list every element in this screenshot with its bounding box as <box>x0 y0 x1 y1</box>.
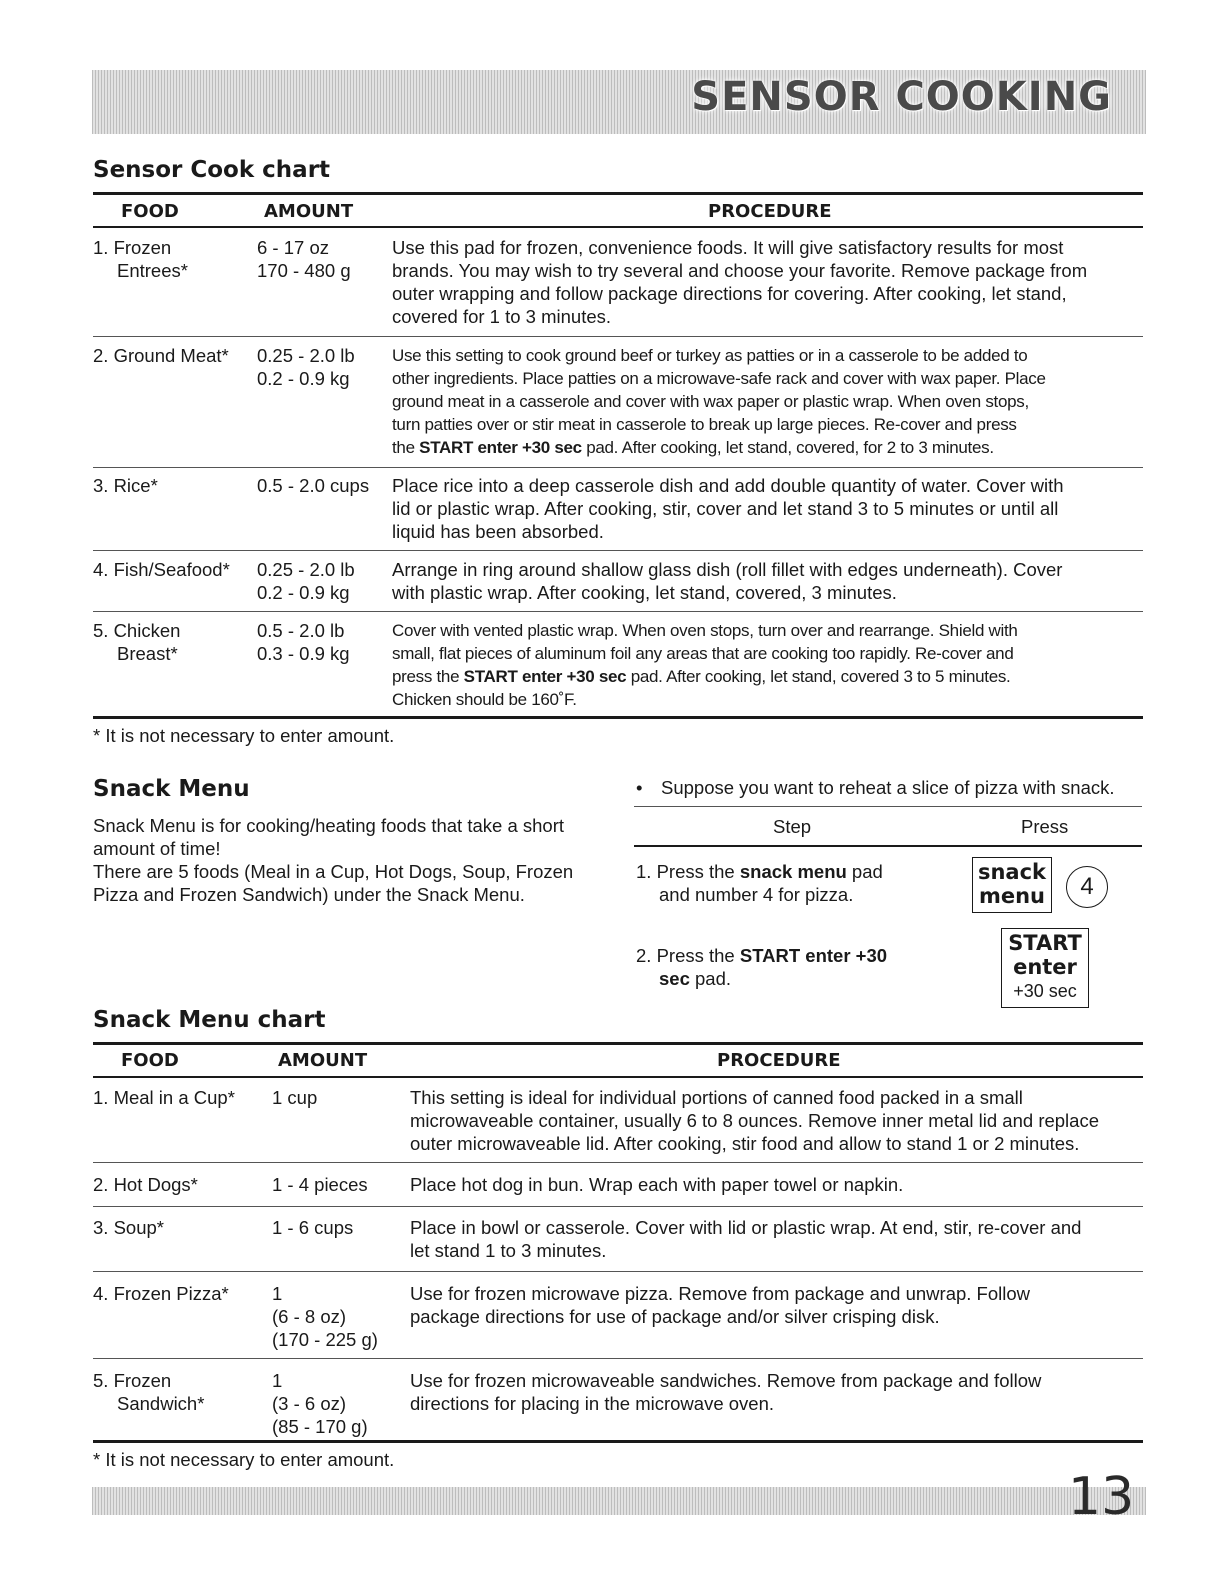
sensor-row-divider <box>93 336 1143 337</box>
snack-row-1-food: 1. Meal in a Cup* <box>93 1087 235 1108</box>
example-col-step: Step <box>773 816 812 837</box>
snack-bottom-rule <box>93 1440 1143 1443</box>
snack-row-3-amount: 1 - 6 cups <box>272 1217 354 1238</box>
snack-row-1-procedure: This setting is ideal for individual portions of canned food packed in a small microwaveable container, usually 6 to 8 ounces. Remove inner metal lid and replace outer microwaveable lid. After cooking, stir food and allow to stand 1 or 2 minutes. <box>410 1087 1099 1154</box>
snack-row-5-food: 5. Frozen Sandwich* <box>93 1370 205 1414</box>
snack-row-divider <box>93 1271 1143 1272</box>
snack-row-divider <box>93 1162 1143 1163</box>
title-band <box>92 70 1146 134</box>
snack-col-procedure: PROCEDURE <box>717 1050 841 1071</box>
snack-menu-key[interactable]: snack menu <box>972 857 1052 913</box>
snack-col-food: FOOD <box>121 1050 179 1071</box>
snack-chart-heading: Snack Menu chart <box>93 1007 326 1033</box>
example-bullet: • <box>636 777 643 798</box>
sensor-row-divider <box>93 611 1143 612</box>
sensor-header-rule <box>93 226 1143 228</box>
sensor-row-2-food: 2. Ground Meat* <box>93 345 229 366</box>
snack-row-3-procedure: Place in bowl or casserole. Cover with lid or plastic wrap. At end, stir, re-cover and let stand 1 to 3 minutes. <box>410 1217 1082 1261</box>
sensor-row-1-procedure: Use this pad for frozen, convenience foods. It will give satisfactory results for most brands. You may wish to try several and choose your favorite. Remove package from outer wrapping and follow package directions for covering. After cooking, let stand, covered for 1 to 3 minutes. <box>392 237 1088 327</box>
sensor-row-3-amount: 0.5 - 2.0 cups <box>257 475 370 496</box>
sensor-row-divider <box>93 467 1143 468</box>
sensor-row-divider <box>93 550 1143 551</box>
sensor-row-2-amount: 0.25 - 2.0 lb 0.2 - 0.9 kg <box>257 345 355 389</box>
footer-band <box>92 1487 1146 1515</box>
snack-col-amount: AMOUNT <box>278 1050 368 1071</box>
snack-row-divider <box>93 1358 1143 1359</box>
sensor-row-5-food: 5. Chicken Breast* <box>93 620 181 664</box>
sensor-row-3-procedure: Place rice into a deep casserole dish and add double quantity of water. Cover with lid or plastic wrap. After cooking, stir, cover and let stand 3 to 5 minutes or until all liquid has been absorbed. <box>392 475 1064 542</box>
sensor-col-amount: AMOUNT <box>264 201 354 222</box>
sensor-row-5-procedure: Cover with vented plastic wrap. When oven stops, turn over and rearrange. Shield with small, flat pieces of aluminum foil any areas that are cooking too rapidly. Re-cover and press the START enter +30 sec pad. After cooking, let stand, covered 3 to 5 minutes. Chicken should be 160˚F. <box>392 621 1018 709</box>
sensor-row-4-procedure: Arrange in ring around shallow glass dish (roll fillet with edges underneath). Cover with plastic wrap. After cooking, let stand, covered, 3 minutes. <box>392 559 1063 603</box>
sensor-footnote: * It is not necessary to enter amount. <box>93 725 395 746</box>
snack-row-3-food: 3. Soup* <box>93 1217 164 1238</box>
example-header-rule <box>634 845 1142 847</box>
page-number: 13 <box>1068 1467 1135 1527</box>
snack-row-5-amount: 1 (3 - 6 oz) (85 - 170 g) <box>272 1370 368 1437</box>
snack-row-2-amount: 1 - 4 pieces <box>272 1174 368 1195</box>
snack-footnote: * It is not necessary to enter amount. <box>93 1449 395 1470</box>
sensor-row-1-food: 1. Frozen Entrees* <box>93 237 188 281</box>
snack-row-2-procedure: Place hot dog in bun. Wrap each with paper towel or napkin. <box>410 1174 904 1195</box>
sensor-row-4-amount: 0.25 - 2.0 lb 0.2 - 0.9 kg <box>257 559 355 603</box>
page-title: SENSOR COOKING <box>691 74 1112 120</box>
snack-row-divider <box>93 1206 1143 1207</box>
sensor-row-1-amount: 6 - 17 oz 170 - 480 g <box>257 237 351 281</box>
example-step-1: 1. Press the snack menu pad and number 4 for pizza. <box>636 861 883 905</box>
snack-menu-description: Snack Menu is for cooking/heating foods that take a short amount of time! There are 5 foods (Meal in a Cup, Hot Dogs, Soup, Frozen Pizza and Frozen Sandwich) under the Snack Menu. <box>93 815 574 905</box>
example-col-press: Press <box>1021 816 1069 837</box>
sensor-row-5-amount: 0.5 - 2.0 lb 0.3 - 0.9 kg <box>257 620 350 664</box>
snack-menu-heading: Snack Menu <box>93 776 250 802</box>
start-enter-key[interactable]: START enter +30 sec <box>1001 928 1089 1008</box>
sensor-top-rule <box>93 192 1143 195</box>
sensor-col-procedure: PROCEDURE <box>708 201 832 222</box>
sensor-bottom-rule <box>93 716 1143 719</box>
sensor-row-4-food: 4. Fish/Seafood* <box>93 559 230 580</box>
sensor-row-3-food: 3. Rice* <box>93 475 158 496</box>
snack-header-rule <box>93 1076 1143 1078</box>
example-intro: Suppose you want to reheat a slice of pizza with snack. <box>661 777 1115 798</box>
example-top-rule <box>634 806 1142 807</box>
sensor-chart-heading: Sensor Cook chart <box>93 157 331 183</box>
example-step-2: 2. Press the START enter +30 sec pad. <box>636 945 888 989</box>
number-4-key[interactable]: 4 <box>1066 866 1108 908</box>
snack-row-1-amount: 1 cup <box>272 1087 318 1108</box>
sensor-col-food: FOOD <box>121 201 179 222</box>
sensor-row-2-procedure: Use this setting to cook ground beef or turkey as patties or in a casserole to be added to other ingredients. Place patties on a microwave-safe rack and cover with wax paper. Place ground meat in a casserole and cover with wax paper or plastic wrap. When oven stops, turn patties over or stir meat in casserole to break up large pieces. Re-cover and press the START enter +30 sec pad. After cooking, let stand, covered, for 2 to 3 minutes. <box>392 346 1046 457</box>
snack-row-4-amount: 1 (6 - 8 oz) (170 - 225 g) <box>272 1283 378 1350</box>
snack-row-4-procedure: Use for frozen microwave pizza. Remove from package and unwrap. Follow package directions for use of package and/or silver crisping disk. <box>410 1283 1031 1327</box>
snack-row-5-procedure: Use for frozen microwaveable sandwiches. Remove from package and follow directions for placing in the microwave oven. <box>410 1370 1042 1414</box>
snack-row-2-food: 2. Hot Dogs* <box>93 1174 198 1195</box>
snack-top-rule <box>93 1042 1143 1045</box>
snack-row-4-food: 4. Frozen Pizza* <box>93 1283 229 1304</box>
